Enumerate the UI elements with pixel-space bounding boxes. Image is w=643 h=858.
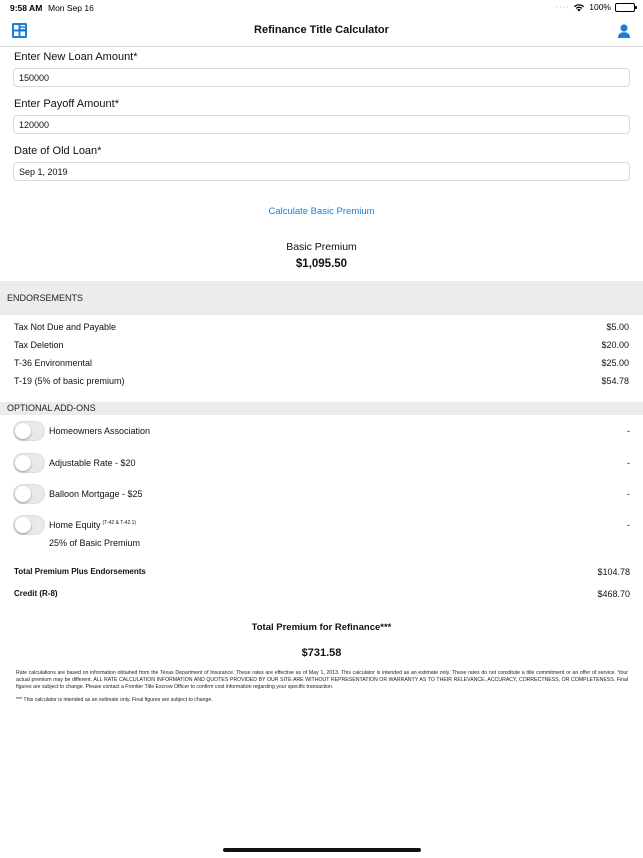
status-time: 9:58 AM <box>10 3 43 13</box>
homeowners-toggle[interactable] <box>13 421 45 441</box>
date-input[interactable] <box>13 162 630 181</box>
calculate-button[interactable]: Calculate Basic Premium <box>268 206 375 217</box>
endorsement-value: $5.00 <box>606 322 629 332</box>
addon-label: Balloon Mortgage - $25 <box>49 489 143 499</box>
total-premium-label: Total Premium Plus Endorsements <box>14 567 146 576</box>
disclaimer-note: *** This calculator is intended as an estimate only. Final figures are subject to change. <box>16 697 213 703</box>
addon-home-equity <box>13 515 630 537</box>
addon-label: Homeowners Association <box>49 426 151 436</box>
endorsement-value: $20.00 <box>601 340 629 350</box>
refinance-total-value: $731.58 <box>301 647 342 659</box>
battery-percent: 100% <box>589 2 611 12</box>
endorsement-label: T-19 (5% of basic premium) <box>14 376 125 386</box>
home-equity-sub: 25% of Basic Premium <box>49 538 141 548</box>
refinance-total-label: Total Premium for Refinance*** <box>251 622 392 633</box>
new-loan-label: Enter New Loan Amount* <box>14 51 138 63</box>
page-title: Refinance Title Calculator <box>254 24 389 36</box>
credit-value: $468.70 <box>597 589 630 599</box>
basic-premium-label: Basic Premium <box>286 241 357 253</box>
wifi-icon <box>573 3 585 12</box>
home-equity-toggle[interactable] <box>13 515 45 535</box>
endorsement-value: $25.00 <box>601 358 629 368</box>
payoff-input[interactable] <box>13 115 630 134</box>
endorsement-row <box>14 376 629 390</box>
endorsement-label: T-36 Environmental <box>14 358 93 368</box>
balloon-mortgage-toggle[interactable] <box>13 484 45 504</box>
endorsement-label: Tax Not Due and Payable <box>14 322 117 332</box>
basic-premium-value: $1,095.50 <box>295 258 348 270</box>
status-right <box>556 2 635 12</box>
addon-adjustable-rate <box>13 453 630 475</box>
nav-bar <box>0 16 643 47</box>
addon-value: - <box>627 426 630 436</box>
addon-label: Adjustable Rate - $20 <box>49 458 136 468</box>
addon-balloon-mortgage <box>13 484 630 506</box>
addon-value: - <box>627 458 630 468</box>
status-date: Mon Sep 16 <box>48 3 94 13</box>
endorsement-value: $54.78 <box>601 376 629 386</box>
addon-value: - <box>627 520 630 530</box>
cellular-dots-icon: ···· <box>555 3 570 11</box>
home-equity-sup: (T-42 & T-42.1) <box>102 520 137 526</box>
endorsement-label: Tax Deletion <box>14 340 64 350</box>
endorsement-row <box>14 322 629 336</box>
addon-label <box>49 520 136 530</box>
endorsement-row <box>14 340 629 354</box>
credit-label: Credit (R-8) <box>14 589 58 598</box>
payoff-label: Enter Payoff Amount* <box>14 98 119 110</box>
endorsement-row <box>14 358 629 372</box>
new-loan-input[interactable] <box>13 68 630 87</box>
addon-homeowners <box>13 421 630 443</box>
addon-value: - <box>627 489 630 499</box>
home-equity-label: Home Equity <box>49 520 101 530</box>
status-bar <box>0 0 643 16</box>
home-indicator[interactable] <box>223 848 421 852</box>
disclaimer-text: Rate calculations are based on information obtained from the Texas Department of Insurance. These rates are effective as of May 1, 2013. This calculator is intended as an estimate only. These rates do not constitute a title commitment or an offer of service. Your actual premium may be different. ALL RATE CALCULATION INFORMATION AND QUOTES PROVIDED BY OUR SITE ARE WITHOUT REPRESENTATION OR WARRANTY AS TO THEIR RELEVANCE, ACCURACY, CORRECTNESS, OR COMPLETENESS. Final figures are subject to change. Please contact a Frontier Title Escrow Officer to confirm cost information regarding your specific transaction. <box>16 670 628 690</box>
battery-icon <box>615 3 635 12</box>
adjustable-rate-toggle[interactable] <box>13 453 45 473</box>
total-premium-value: $104.78 <box>597 567 630 577</box>
date-label: Date of Old Loan* <box>14 145 102 157</box>
user-icon[interactable] <box>617 23 631 39</box>
endorsements-header: ENDORSEMENTS <box>0 281 643 315</box>
addons-header: OPTIONAL ADD-ONS <box>0 402 643 415</box>
